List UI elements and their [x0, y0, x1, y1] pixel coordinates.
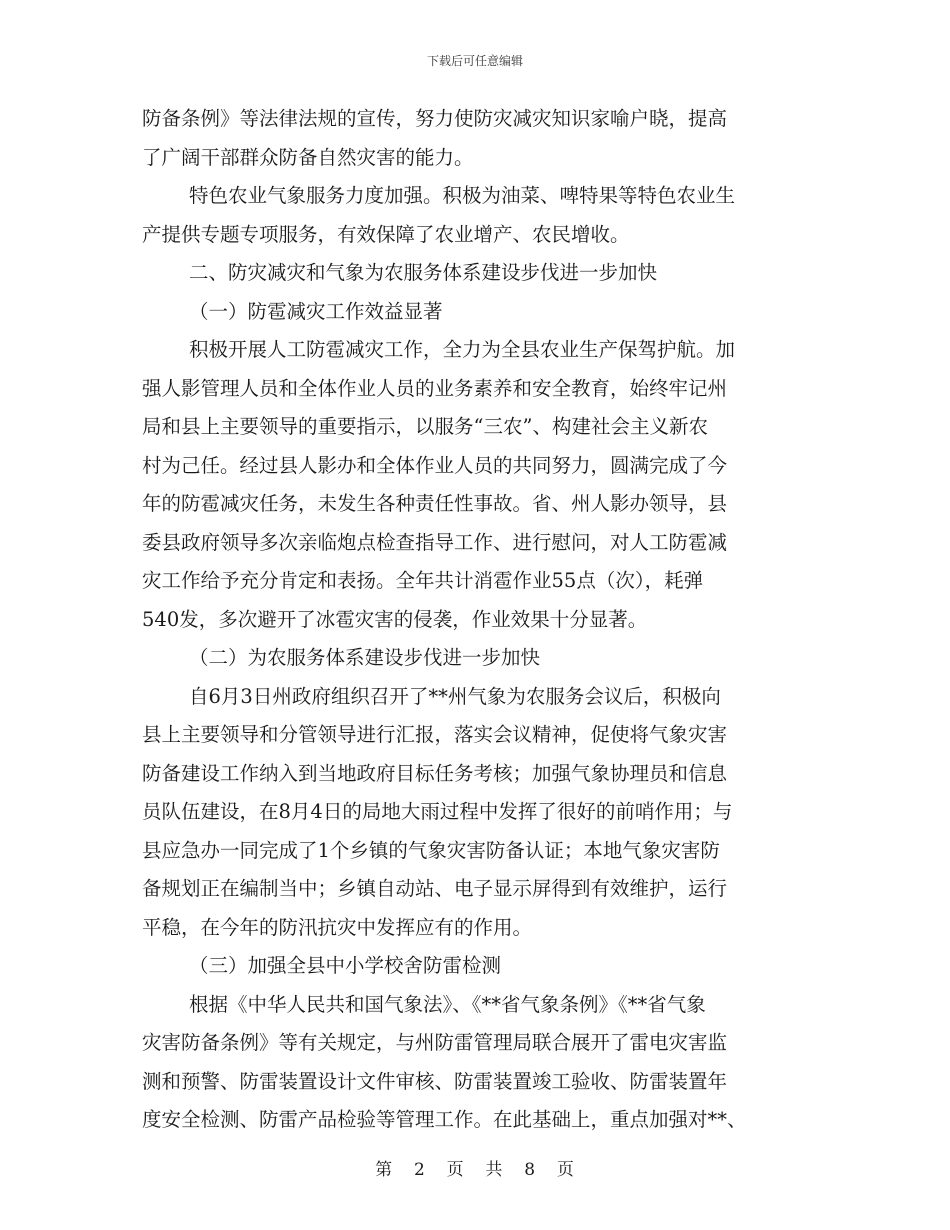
- page-number: 2: [413, 1160, 426, 1180]
- body-line: 县应急办一同完成了1个乡镇的气象灾害防备认证；本地气象灾害防: [142, 838, 720, 862]
- body-line: 根据《中华人民共和国气象法》、《**省气象条例》《**省气象: [189, 992, 706, 1016]
- body-line: 防备建设工作纳入到当地政府目标任务考核；加强气象协理员和信息: [142, 761, 728, 785]
- body-line: 自6月3日州政府组织召开了**州气象为农服务会议后，积极向: [189, 684, 721, 708]
- body-line: 村为己任。经过县人影办和全体作业人员的共同努力，圆满完成了今: [142, 453, 728, 477]
- footer-page-word: 页: [446, 1160, 465, 1180]
- header-note: 下载后可任意编辑: [426, 54, 523, 68]
- footer-total-prefix: 共: [485, 1160, 504, 1180]
- section-heading: 二、防灾减灾和气象为农服务体系建设步伐进一步加快: [189, 261, 658, 284]
- body-line: 540发，多次避开了冰雹灾害的侵袭，作业效果十分显著。: [142, 607, 648, 631]
- body-line: 防备条例》等法律法规的宣传，努力使防灾减灾知识家喻户晓，提高: [142, 107, 728, 130]
- subsection-heading: （二）为农服务体系建设步伐进一步加快: [189, 646, 541, 669]
- footer-suffix: 页: [556, 1160, 575, 1180]
- body-line: 强人影管理人员和全体作业人员的业务素养和安全教育，始终牢记州: [142, 376, 728, 400]
- subsection-heading: （一）防雹减灾工作效益显著: [189, 299, 443, 323]
- body-line: 委县政府领导多次亲临炮点检查指导工作、进行慰问，对人工防雹减: [142, 530, 728, 554]
- body-line: 特色农业气象服务力度加强。积极为油菜、啤特果等特色农业生: [189, 184, 736, 207]
- body-line: 员队伍建设，在8月4日的局地大雨过程中发挥了很好的前哨作用；与: [142, 800, 733, 823]
- footer-prefix: 第: [375, 1160, 394, 1180]
- body-line: 测和预警、防雷装置设计文件审核、防雷装置竣工验收、防雷装置年: [142, 1069, 728, 1093]
- body-line: 局和县上主要领导的重要指示，以服务“三农”、构建社会主义新农: [142, 415, 708, 438]
- body-line: 县上主要领导和分管领导进行汇报，落实会议精神，促使将气象灾害: [142, 723, 728, 746]
- body-line: 灾害防备条例》等有关规定，与州防雷管理局联合展开了雷电灾害监: [142, 1031, 728, 1054]
- body-line: 产提供专题专项服务，有效保障了农业增产、农民增收。: [142, 222, 630, 246]
- body-line: 积极开展人工防雹减灾工作，全力为全县农业生产保驾护航。加: [189, 338, 736, 361]
- total-pages: 8: [524, 1160, 537, 1180]
- document-body: [142, 100, 810, 1140]
- body-line: 度安全检测、防雷产品检验等管理工作。在此基础上，重点加强对**、: [142, 1108, 747, 1131]
- body-line: 灾工作给予充分肯定和表扬。全年共计消雹作业55点（次），耗弹: [142, 569, 704, 592]
- body-line: 了广阔干部群众防备自然灾害的能力。: [142, 145, 474, 169]
- body-line: 平稳，在今年的防汛抗灾中发挥应有的作用。: [142, 915, 533, 939]
- body-line: 年的防雹减灾任务，未发生各种责任性事故。省、州人影办领导，县: [142, 492, 728, 515]
- body-line: 备规划正在编制当中；乡镇自动站、电子显示屏得到有效维护，运行: [142, 877, 728, 900]
- subsection-heading: （三）加强全县中小学校舍防雷检测: [189, 954, 502, 977]
- page-footer: [0, 1155, 950, 1180]
